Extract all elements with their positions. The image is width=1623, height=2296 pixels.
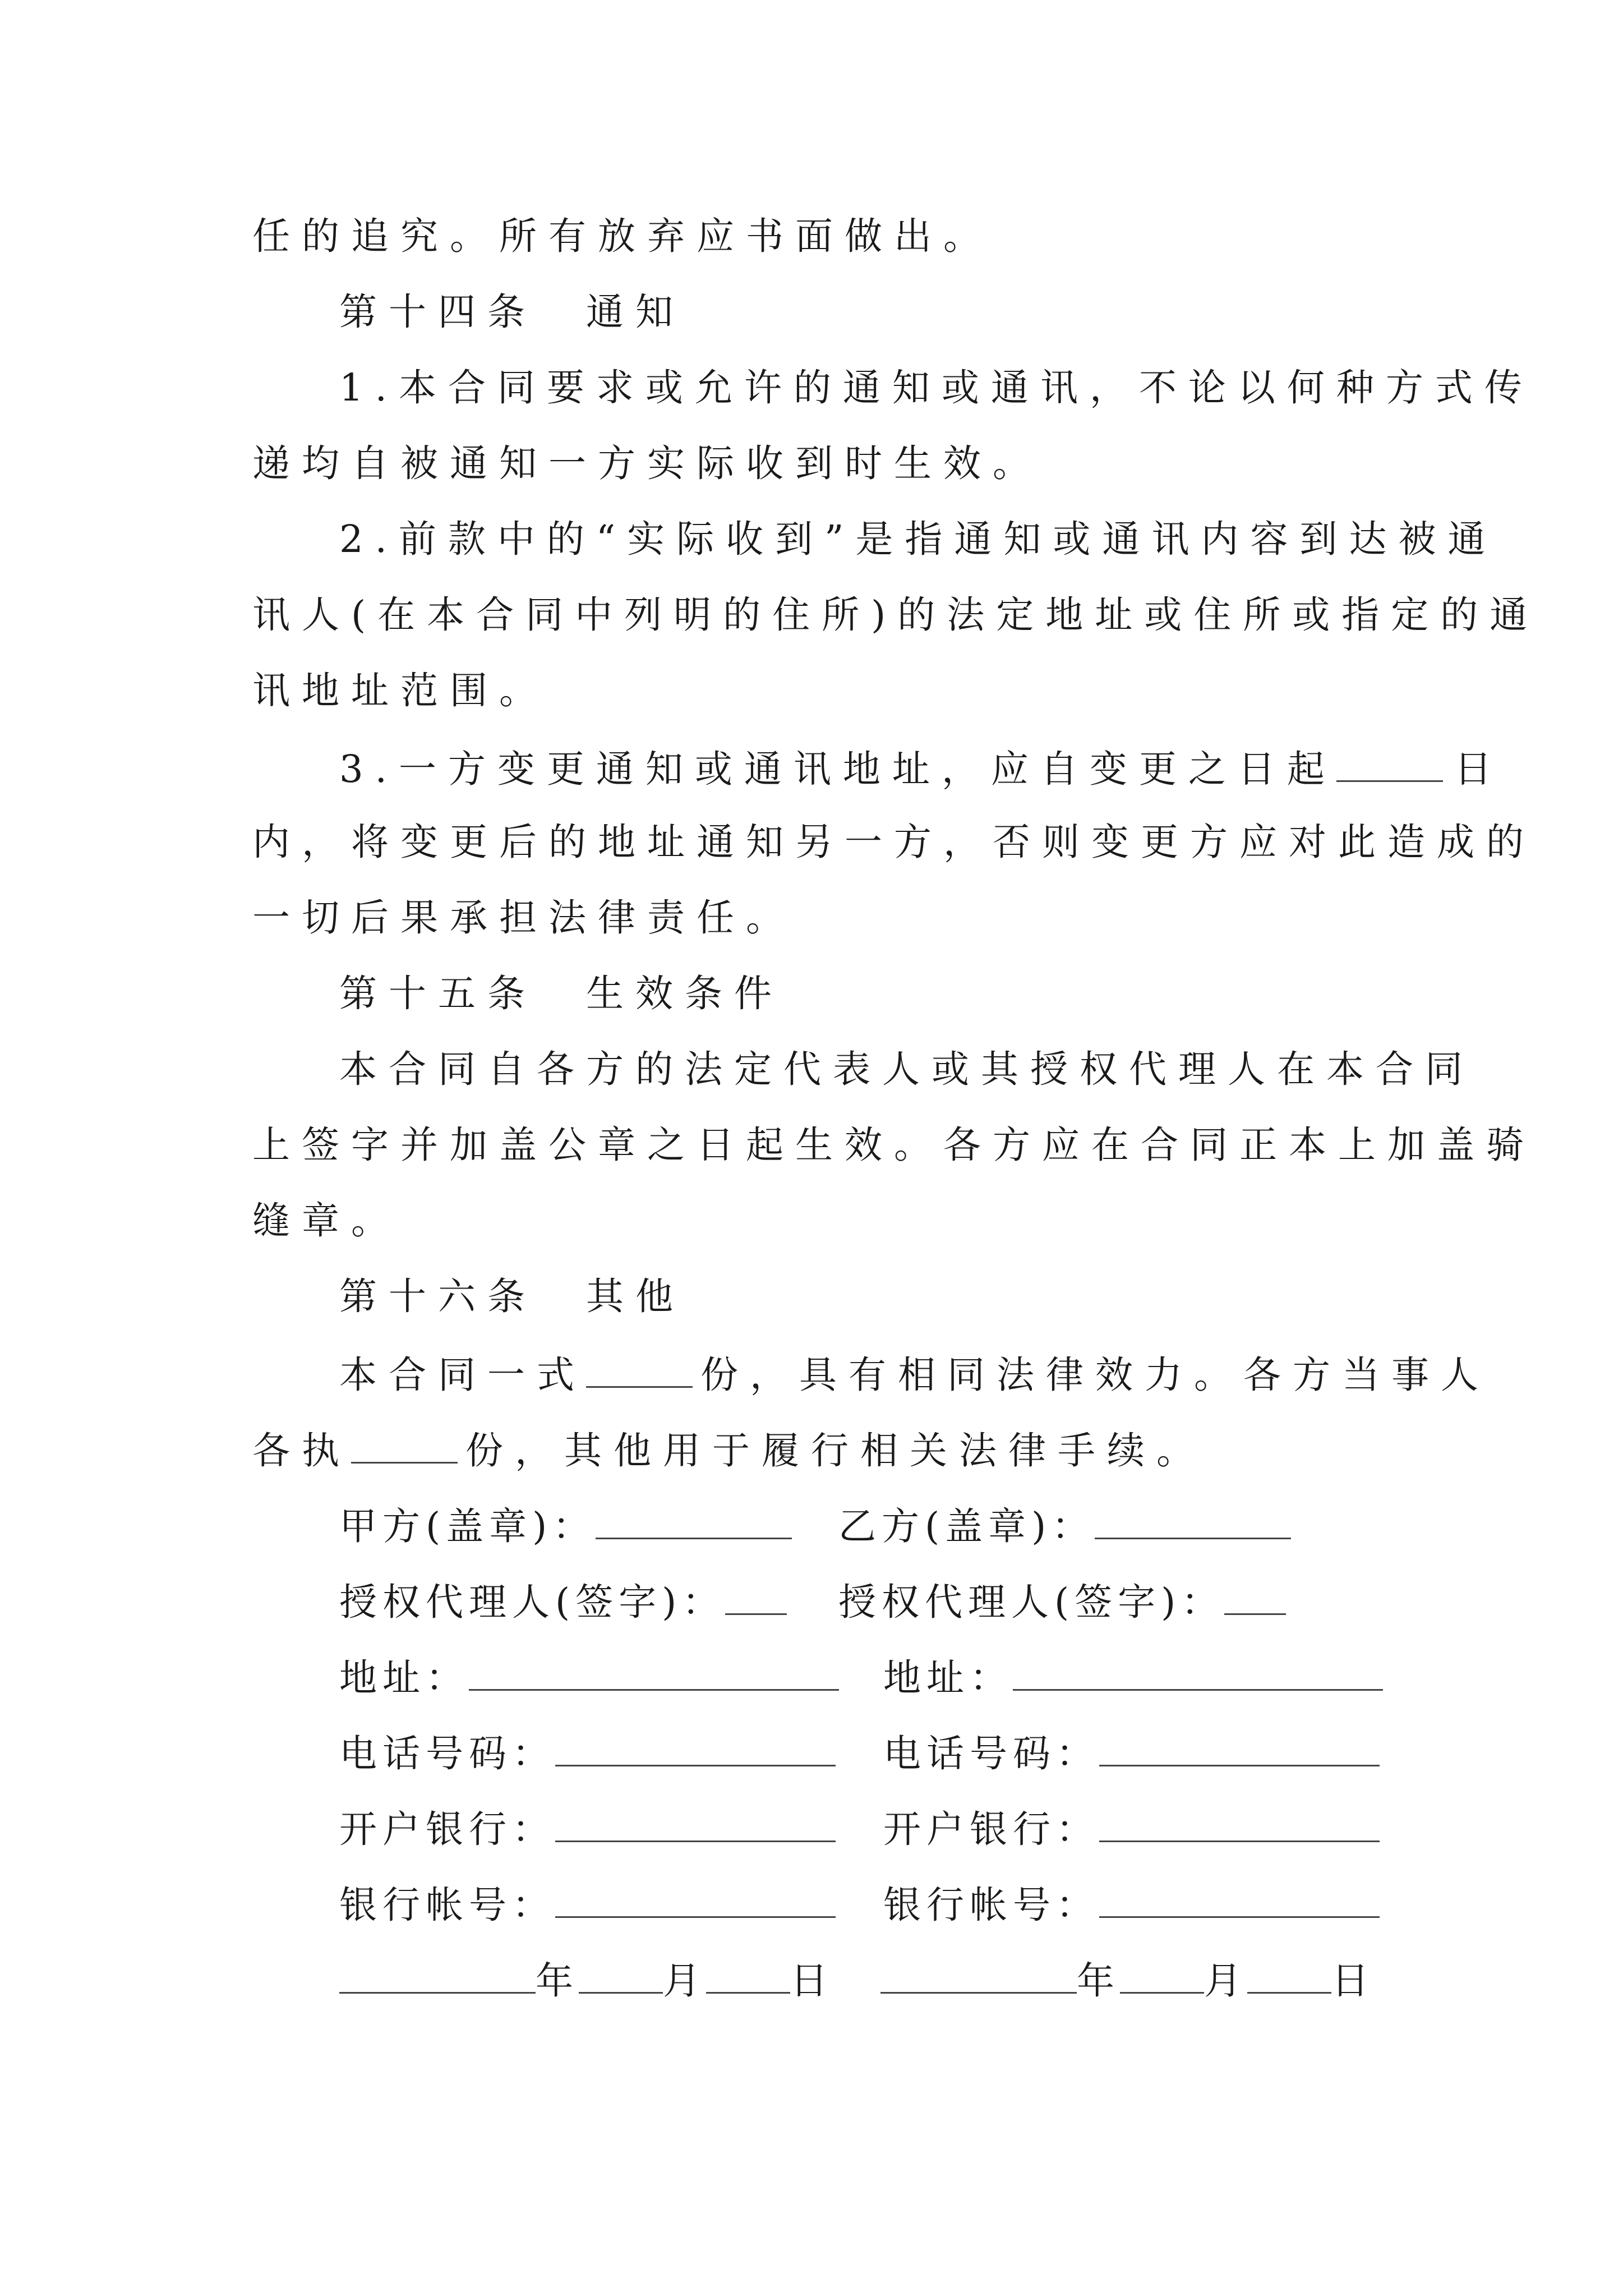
paragraph-line: 本合同自各方的法定代表人或其授权代理人在本合同 — [339, 1047, 1474, 1091]
paragraph-line: 2.前款中的“实际收到”是指通知或通讯内容到达被通 — [339, 517, 1497, 561]
article-14-heading: 第十四条 通知 — [339, 290, 685, 334]
blank-bank-b — [1099, 1808, 1380, 1842]
blank-account-a — [555, 1884, 836, 1918]
paragraph-line: 递均自被通知一方实际收到时生效。 — [252, 441, 1042, 485]
blank-month-b — [1120, 1959, 1204, 1994]
blank-days — [1336, 748, 1443, 782]
paragraph-line: 本合同一式 份，具有相同法律效力。各方当事人 — [339, 1353, 1490, 1397]
date-party-b: 年 月 日 — [880, 1959, 1375, 2000]
blank-phone-a — [555, 1732, 836, 1766]
paragraph-line: 讯地址范围。 — [252, 669, 548, 712]
blank-bank-a — [555, 1808, 836, 1842]
paragraph-line: 3.一方变更通知或通讯地址，应自变更之日起 日 — [339, 747, 1504, 791]
blank-agent-a — [725, 1581, 787, 1615]
blank-month-a — [579, 1959, 663, 1994]
blank-day-b — [1247, 1959, 1331, 1994]
blank-account-b — [1099, 1884, 1380, 1918]
article-16-heading: 第十六条 其他 — [339, 1274, 685, 1318]
blank-year-a — [339, 1959, 536, 1994]
paragraph-line: 1.本合同要求或允许的通知或通讯，不论以何种方式传 — [339, 366, 1534, 409]
blank-copies — [586, 1354, 693, 1388]
blank-address-a — [469, 1657, 839, 1691]
blank-address-b — [1013, 1657, 1383, 1691]
blank-party-a-seal — [596, 1505, 792, 1539]
paragraph-line: 上签字并加盖公章之日起生效。各方应在合同正本上加盖骑 — [252, 1123, 1536, 1167]
blank-party-b-seal — [1095, 1505, 1291, 1539]
paragraph-line: 各执 份，其他用于履行相关法律手续。 — [252, 1429, 1206, 1473]
paragraph-line: 一切后果承担法律责任。 — [252, 896, 795, 940]
paragraph-line: 任的追究。所有放弃应书面做出。 — [252, 214, 993, 258]
paragraph-line: 讯人(在本合同中列明的住所)的法定地址或住所或指定的通 — [252, 593, 1539, 637]
article-15-heading: 第十五条 生效条件 — [339, 972, 783, 1015]
blank-year-b — [880, 1959, 1077, 1994]
blank-day-a — [706, 1959, 790, 1994]
blank-agent-b — [1224, 1581, 1286, 1615]
date-party-a: 年 月 日 — [339, 1959, 833, 2000]
blank-phone-b — [1099, 1732, 1380, 1766]
paragraph-line: 内，将变更后的地址通知另一方，否则变更方应对此造成的 — [252, 820, 1536, 864]
paragraph-line: 缝章。 — [252, 1199, 400, 1243]
blank-copies-each — [351, 1429, 458, 1464]
